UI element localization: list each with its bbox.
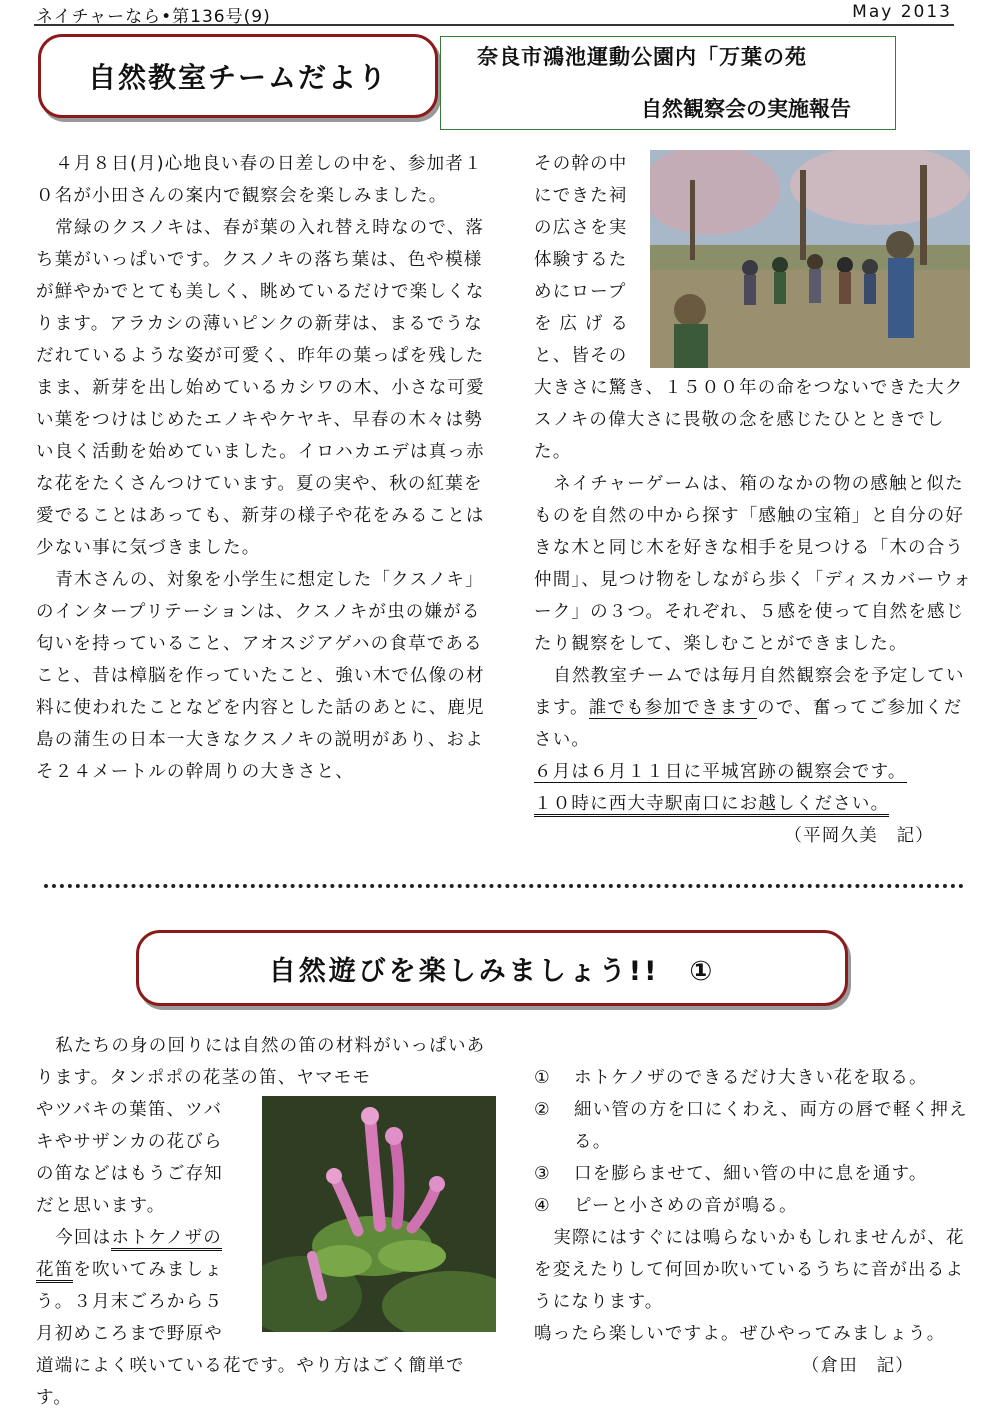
underlined-text: ホトケノザの <box>111 1228 222 1251</box>
wrap-line: う。３月末ごろから５ <box>36 1292 223 1312</box>
article-paragraph: 道端によく咲いている花です。やり方はごく簡単です。 <box>36 1356 465 1408</box>
wrap-line <box>36 1222 258 1254</box>
wrap-line: を 広 げ る <box>534 314 630 334</box>
article-paragraph: 大きさに驚き、１５００年の命をつないできた大クスノキの偉大さに畏敬の念を感じたひとときでした。 <box>534 378 964 462</box>
report-heading-box <box>440 36 896 130</box>
play-left-wrap <box>36 1094 258 1350</box>
article-paragraph: ネイチャーゲームは、箱のなかの物の感触と似たものを自然の中から探す「感触の宝箱」と自分の好きな木と同じ木を好きな相手を見つける「木の合う仲間」、見つけ物をしながら歩く「ディスカバーウォーク」の３つ。それぞれ、５感を使って自然を感じたり観察をして、楽しむことができました。 <box>534 474 972 654</box>
text-run: 自然教室チームでは毎月自然観察会を予定しています。 <box>534 666 965 718</box>
notice-line <box>534 788 974 820</box>
author-signature: （倉田 記） <box>801 1356 914 1376</box>
section-title-text: 自然遊びを楽しみましょう!! ① <box>268 955 716 987</box>
play-left-intro <box>36 1030 496 1094</box>
report-subtitle: 自然観察会の実施報告 <box>641 96 851 121</box>
newsletter-date: May 2013 <box>852 2 952 22</box>
article-paragraph: 鳴ったら楽しいですよ。ぜひやってみましょう。 <box>534 1324 946 1344</box>
article-paragraph: ４月８日(月)心地良い春の日差しの中を、参加者１０名が小田さんの案内で観察会を楽しみました。 <box>36 154 483 206</box>
photo-illustration <box>262 1096 496 1332</box>
step-item <box>534 1094 974 1158</box>
wrap-line: 月初めころまで野原や <box>36 1324 223 1344</box>
article-right-column <box>534 372 974 852</box>
wrap-line: の広さを実 <box>534 218 628 238</box>
wrap-line: の笛などはもうご存知 <box>36 1164 223 1184</box>
section-divider <box>44 884 964 888</box>
play-right-column <box>534 1222 974 1382</box>
underlined-text: 花笛 <box>36 1260 73 1283</box>
section-title-nature-class <box>38 34 438 118</box>
article-paragraph: 実際にはすぐには鳴らないかもしれませんが、花を変えたりして何回か吹いているうちに音が出るようになります。 <box>534 1228 965 1312</box>
notice-line <box>534 756 974 788</box>
step-number: ④ <box>534 1196 551 1216</box>
article-paragraph: 常緑のクスノキは、春が葉の入れ替え時なので、落ち葉がいっぱいです。クスノキの落ち葉は、色や模様が鮮やかでとても美しく、眺めているだけで楽しくなります。アラカシの薄いピンクの新芽は、まるでうなだれているような姿が可愛く、昨年の葉っぱを残したまま、新芽を出し始めているカシワの木、小さな可愛い葉をつけはじめたエノキやケヤキ、早春の木々は勢い良く活動を始めていました。イロハカエデは真っ赤な花をたくさんつけています。夏の実や、秋の紅葉を愛でることはあっても、新芽の様子や花をみることは少ない事に気づきました。 <box>36 218 485 558</box>
step-text: ホトケノザのできるだけ大きい花を取る。 <box>574 1068 928 1088</box>
step-item <box>534 1062 974 1094</box>
wrap-line: その幹の中 <box>534 154 628 174</box>
underlined-text: 誰でも参加できます <box>588 698 758 718</box>
article-left-column <box>36 148 496 788</box>
wrap-line: キやサザンカの花びら <box>36 1132 223 1152</box>
header-rule <box>34 24 954 26</box>
wrap-line <box>36 1254 258 1286</box>
text-run: を吹いてみましょ <box>73 1260 224 1280</box>
step-text: ピーと小さめの音が鳴る。 <box>574 1196 798 1216</box>
step-number: ③ <box>534 1164 551 1184</box>
step-number: ② <box>534 1100 551 1120</box>
section-title-text: 自然教室チームだより <box>87 61 388 94</box>
step-item <box>534 1158 974 1190</box>
wrap-line: めにロープ <box>534 282 627 302</box>
article-paragraph: 青木さんの、対象を小学生に想定した「クスノキ」のインタープリテーションは、クスノキが虫の嫌がる匂いを持っていること、アオスジアゲハの食草であること、昔は樟脳を作っていたこと、強い木で仏像の材料に使われたことなどを内容とした話のあとに、鹿児島の蒲生の日本一大きなクスノキの説明があり、およそ２４メートルの幹周りの大きさと、 <box>36 570 485 782</box>
photo-illustration <box>650 150 970 368</box>
step-item <box>534 1190 974 1222</box>
step-number: ① <box>534 1068 551 1088</box>
wrap-line: にできた祠 <box>534 186 628 206</box>
notice-text: １０時に西大寺駅南口にお越しください。 <box>534 794 889 817</box>
play-steps-list <box>534 1062 974 1222</box>
section-title-nature-play <box>136 930 848 1006</box>
observation-group-photo <box>650 150 970 368</box>
article-paragraph <box>534 660 974 756</box>
henbit-flower-photo <box>262 1096 496 1332</box>
article-right-wrap <box>534 148 646 372</box>
author-signature: （平岡久美 記） <box>784 826 934 846</box>
newsletter-issue: ネイチャーなら•第136号(9) <box>36 7 271 27</box>
play-left-tail <box>36 1350 496 1414</box>
wrap-line: 体験するた <box>534 250 628 270</box>
text-run: ので、奮ってご参加ください。 <box>534 698 963 750</box>
wrap-line: と、皆その <box>534 346 628 366</box>
wrap-line: やツバキの葉笛、ツバ <box>36 1100 223 1120</box>
step-text: 細い管の方を口にくわえ、両方の唇で軽く押える。 <box>574 1100 968 1152</box>
report-location: 奈良市鴻池運動公園内「万葉の苑 <box>477 45 807 69</box>
wrap-line: だと思います。 <box>36 1196 166 1216</box>
article-paragraph: 私たちの身の回りには自然の笛の材料がいっぱいあります。タンポポの花茎の笛、ヤマモモ <box>36 1036 486 1088</box>
step-text: 口を膨らませて、細い管の中に息を通す。 <box>574 1164 928 1184</box>
text-run: 今回は <box>55 1228 112 1248</box>
notice-text: ６月は６月１１日に平城宮跡の観察会です。 <box>534 762 907 782</box>
